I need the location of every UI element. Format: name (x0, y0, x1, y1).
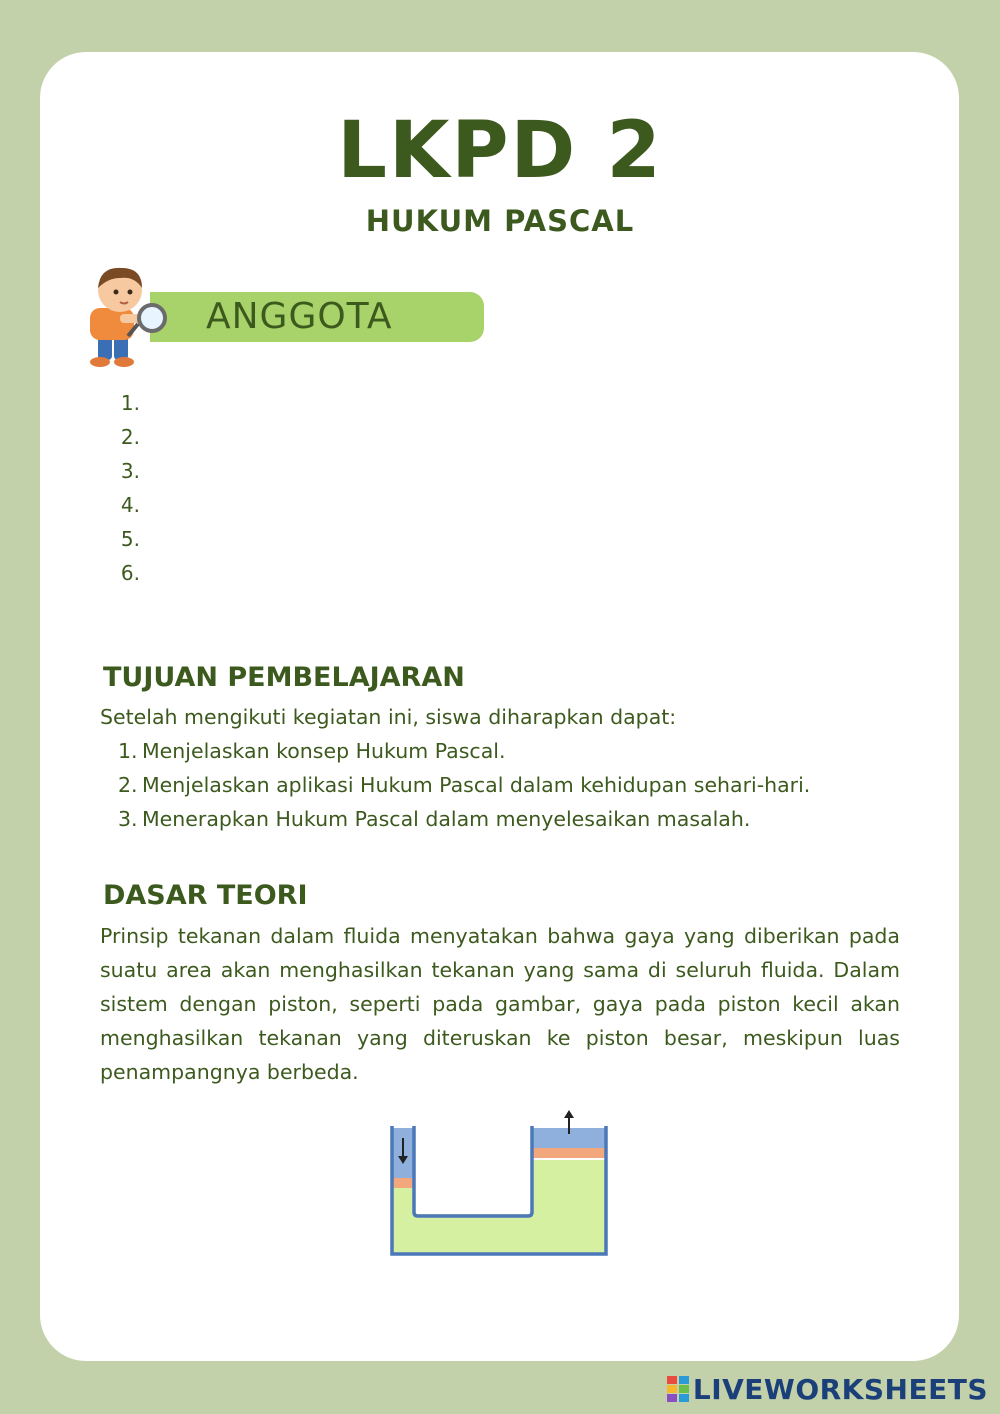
objective-number: 1. (118, 739, 138, 763)
objective-text: Menjelaskan aplikasi Hukum Pascal dalam kehidupan sehari-hari. (142, 773, 811, 797)
objective-item (100, 734, 900, 768)
objective-item (100, 802, 900, 836)
objective-text: Menerapkan Hukum Pascal dalam menyelesaikan masalah. (142, 807, 751, 831)
anggota-label: ANGGOTA (206, 296, 393, 337)
objective-item (100, 768, 900, 802)
objective-number: 2. (118, 773, 138, 797)
hydraulic-piston-diagram (385, 1108, 615, 1260)
objective-number: 3. (118, 807, 138, 831)
tujuan-intro: Setelah mengikuti kegiatan ini, siswa diharapkan dapat: (100, 705, 677, 729)
liveworksheets-logo-icon (667, 1376, 689, 1402)
footer-brand[interactable] (667, 1372, 988, 1406)
member-list (110, 388, 140, 592)
member-number: 5. (120, 527, 140, 551)
tujuan-heading: TUJUAN PEMBELAJARAN (103, 662, 465, 693)
dasar-teori-body: Prinsip tekanan dalam fluida menyatakan bahwa gaya yang diberikan pada suatu area akan menghasilkan tekanan yang sama di seluruh fluida. Dalam sistem dengan piston, seperti pada gambar, gaya pada piston kecil akan menghasilkan tekanan yang diteruskan ke piston besar, meskipun luas penampangnya berbeda. (100, 924, 900, 1084)
kid-magnifier-illustration (76, 262, 172, 370)
member-number: 1. (120, 391, 140, 415)
member-number: 6. (120, 561, 140, 585)
page-title: LKPD 2 (337, 106, 663, 196)
dasar-teori-heading: DASAR TEORI (103, 880, 308, 911)
objective-text: Menjelaskan konsep Hukum Pascal. (142, 739, 506, 763)
page-subtitle: HUKUM PASCAL (365, 204, 635, 238)
anggota-banner (150, 292, 484, 342)
objective-list (100, 734, 900, 836)
brand-text: LIVEWORKSHEETS (692, 1372, 988, 1406)
member-number: 4. (120, 493, 140, 517)
member-number: 3. (120, 459, 140, 483)
member-number: 2. (120, 425, 140, 449)
